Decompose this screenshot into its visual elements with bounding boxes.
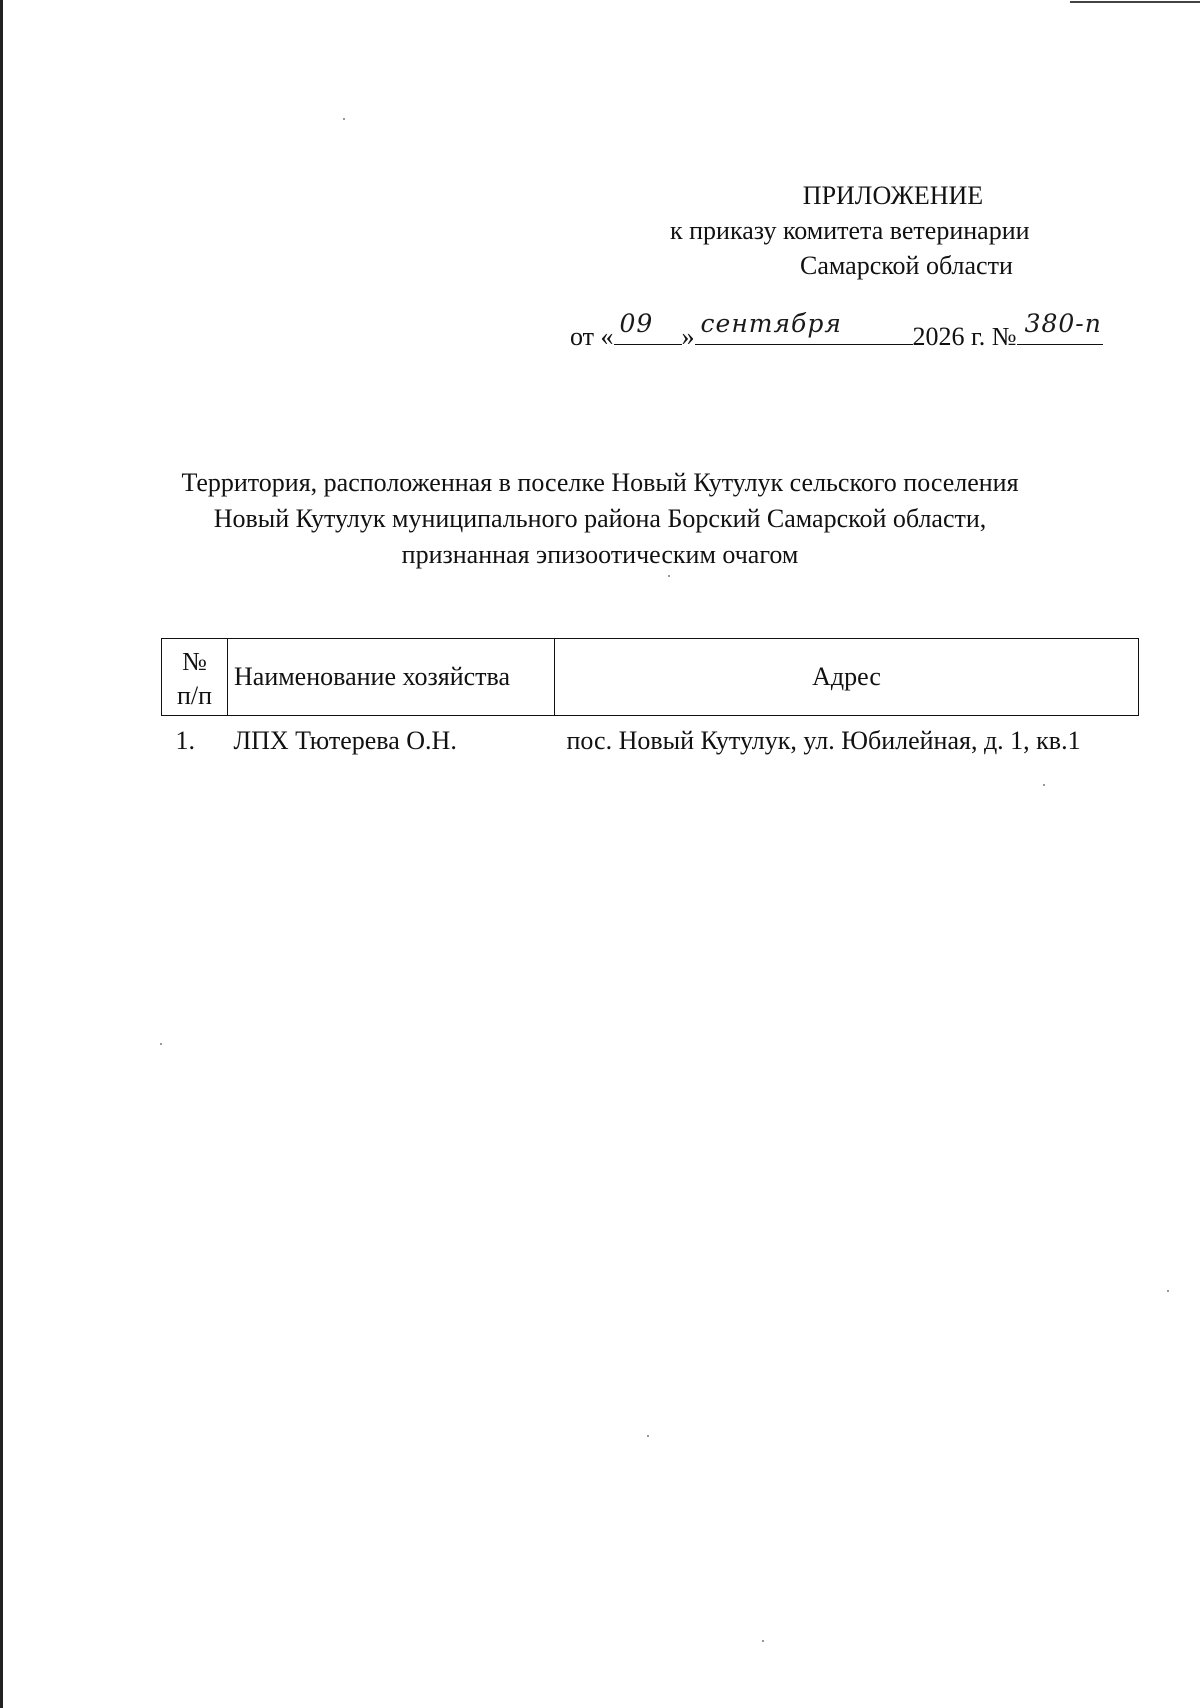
order-number-handwritten: 380-п xyxy=(1024,309,1102,338)
appendix-line-order: к приказу комитета ветеринарии xyxy=(670,216,1030,245)
heading-line-3: признанная эпизоотическим очагом xyxy=(401,540,799,569)
document-heading xyxy=(100,465,1100,573)
order-year-text: 2026 г. № xyxy=(912,322,1017,351)
heading-line-2: Новый Кутулук муниципального района Борский Самарской области, xyxy=(213,504,987,533)
scan-edge-top xyxy=(1070,1,1200,3)
scan-speck xyxy=(1043,784,1045,786)
scan-speck xyxy=(668,575,670,577)
header-number-sign: № xyxy=(182,647,207,676)
table-row xyxy=(162,716,1139,759)
table-header-row xyxy=(162,639,1139,716)
order-month-handwritten: сентября xyxy=(700,309,842,338)
order-number-field xyxy=(1017,309,1103,345)
households-table xyxy=(161,638,1139,758)
row-number: 1. xyxy=(175,726,195,755)
heading-line-1: Территория, расположенная в поселке Новый Кутулук сельского поселения xyxy=(181,468,1019,497)
scan-edge-left xyxy=(0,0,3,1708)
scan-speck xyxy=(762,1640,764,1642)
appendix-block xyxy=(670,178,1160,283)
header-number-pp: п/п xyxy=(176,681,213,710)
scan-speck xyxy=(647,1435,649,1437)
header-number xyxy=(162,639,228,716)
scan-speck xyxy=(160,1043,162,1045)
appendix-title: ПРИЛОЖЕНИЕ xyxy=(802,181,984,210)
order-prefix: от « xyxy=(570,322,614,351)
scan-speck xyxy=(1167,1290,1169,1292)
order-date-number xyxy=(570,309,1103,355)
order-month-field xyxy=(695,309,913,345)
header-household-name: Наименование хозяйства xyxy=(228,639,555,716)
order-quote-close: » xyxy=(681,322,695,351)
appendix-line-region: Самарской области xyxy=(800,251,1013,280)
row-address: пос. Новый Кутулук, ул. Юбилейная, д. 1, кв.1 xyxy=(566,726,1081,755)
order-day-field xyxy=(614,309,682,345)
row-household-name: ЛПХ Тютерева О.Н. xyxy=(233,726,457,755)
header-address: Адрес xyxy=(555,639,1139,716)
order-day-handwritten: 09 xyxy=(619,309,654,338)
scan-speck xyxy=(343,118,345,120)
